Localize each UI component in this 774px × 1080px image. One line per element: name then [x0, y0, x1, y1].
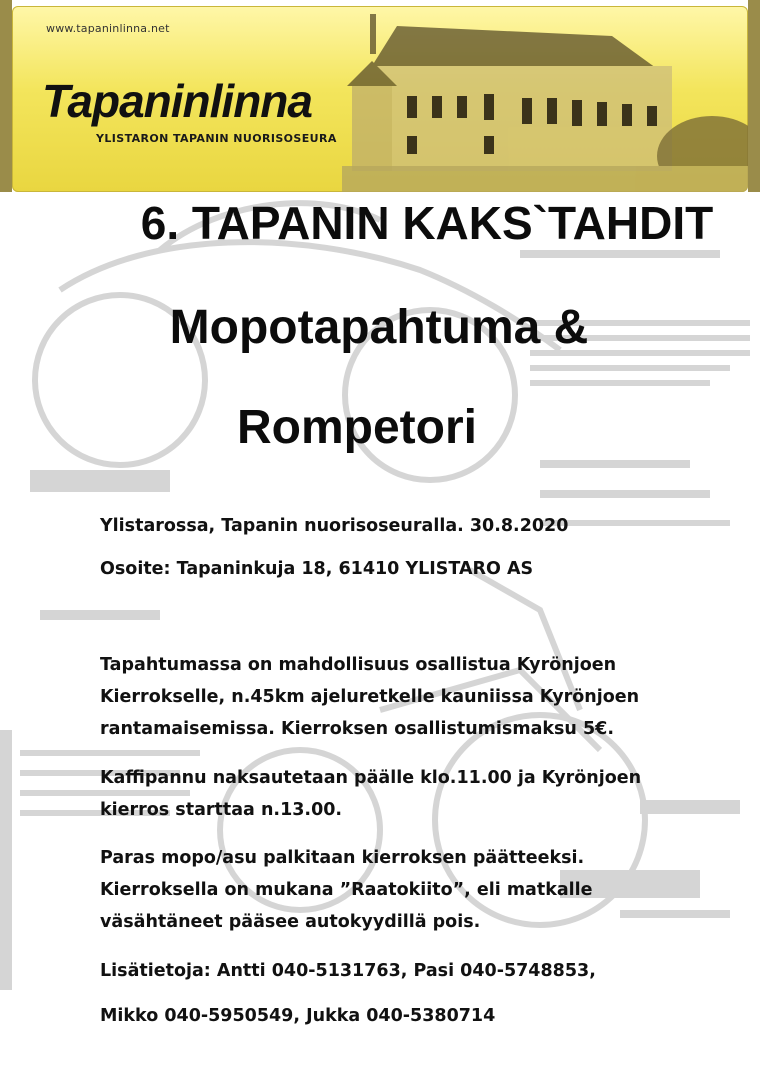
- paragraph-3-line-2: Kierroksella on mukana ”Raatokiito”, eli matkalle: [100, 880, 593, 900]
- contacts-line-1: Lisätietoja: Antti 040-5131763, Pasi 040-5748853,: [100, 961, 596, 981]
- paragraph-2-line-2: kierros starttaa n.13.00.: [100, 800, 343, 820]
- paragraph-3-line-1: Paras mopo/asu palkitaan kierroksen päätteeksi.: [100, 848, 585, 868]
- banner-edge-right: [748, 0, 760, 192]
- banner-edge-left: [0, 0, 12, 192]
- paragraph-1-line-1: Tapahtumassa on mahdollisuus osallistua Kyrönjoen: [100, 655, 617, 675]
- place-date-line: Ylistarossa, Tapanin nuorisoseuralla. 30.8.2020: [100, 516, 569, 536]
- event-title: 6. TAPANIN KAKS`TAHDIT: [140, 197, 714, 249]
- event-subtitle-2: Rompetori: [237, 401, 477, 454]
- website-url: www.tapaninlinna.net: [46, 22, 170, 35]
- contacts-line-2: Mikko 040-5950549, Jukka 040-5380714: [100, 1006, 496, 1026]
- address-line: Osoite: Tapaninkuja 18, 61410 YLISTARO AS: [100, 559, 534, 579]
- paragraph-1-line-3: rantamaisemissa. Kierroksen osallistumismaksu 5€.: [100, 719, 614, 739]
- header-banner: [12, 6, 748, 192]
- paragraph-1-line-2: Kierrokselle, n.45km ajeluretkelle kauniissa Kyrönjoen: [100, 687, 640, 707]
- logo-subtitle: YLISTARON TAPANIN NUORISOSEURA: [96, 132, 337, 145]
- paragraph-3-line-3: väsähtäneet pääsee autokyydillä pois.: [100, 912, 481, 932]
- event-subtitle-1: Mopotapahtuma &: [169, 301, 589, 354]
- paragraph-2-line-1: Kaffipannu naksautetaan päälle klo.11.00 ja Kyrönjoen: [100, 768, 642, 788]
- logo-text: Tapaninlinna: [42, 75, 312, 127]
